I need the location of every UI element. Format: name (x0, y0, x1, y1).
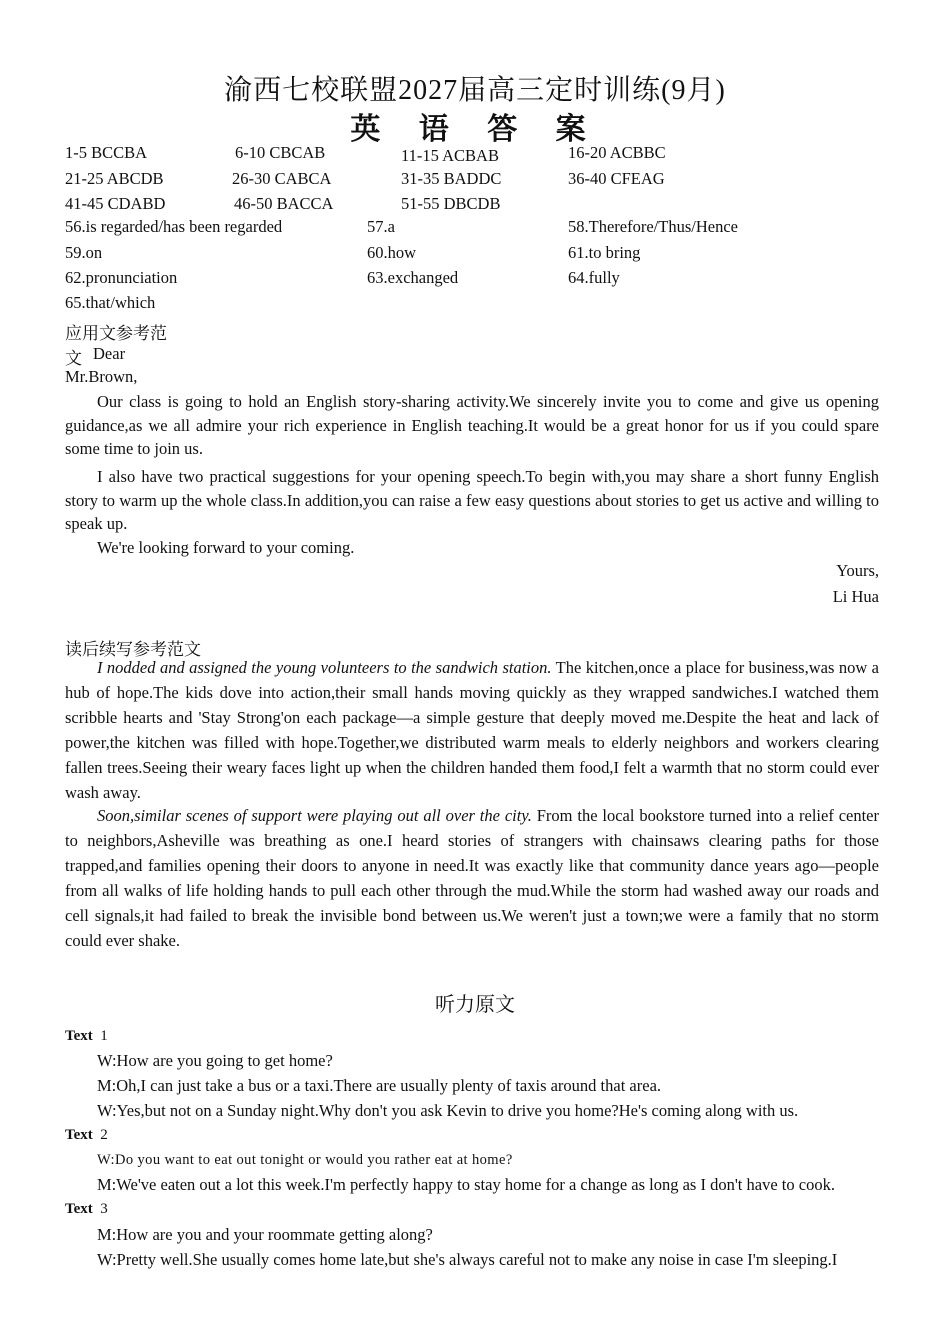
letter-closing: Yours, (836, 561, 879, 580)
text-label: Text 1 (65, 1028, 108, 1044)
answer-range: 26-30 CABCA (232, 169, 332, 188)
listening-heading: 听力原文 (435, 992, 515, 1016)
letter-signature: Li Hua (832, 587, 879, 606)
letter-paragraph: I also have two practical suggestions for your opening speech.To begin with,you may share a short funny English story to warm up the whole class.In addition,you can raise a few easy questions about stories to get us active and willing to speak up. (65, 467, 879, 534)
story-paragraph (65, 656, 879, 805)
story-paragraph (65, 804, 879, 953)
dialogue-line: M:Oh,I can just take a bus or a taxi.There are usually plenty of taxis around that area. (97, 1076, 662, 1095)
answer-range: 41-45 CDABD (65, 194, 166, 213)
story-lead-sentence: Soon,similar scenes of support were playing out all over the city. (97, 806, 532, 825)
fill-answer: 56.is regarded/has been regarded (65, 217, 283, 236)
fill-answer: 60.how (367, 243, 417, 262)
document-title: 渝西七校联盟2027届高三定时训练(9月) (224, 75, 726, 106)
answer-range: 1-5 BCCBA (65, 143, 148, 162)
letter-paragraph: We're looking forward to your coming. (97, 538, 355, 557)
fill-answer: 58.Therefore/Thus/Hence (568, 217, 738, 236)
dialogue-line: W:Do you want to eat out tonight or would you rather eat at home? (97, 1152, 513, 1168)
answer-range: 31-35 BADDC (401, 169, 502, 188)
section-heading: 读后续写参考范文 (65, 640, 201, 660)
fill-answer: 62.pronunciation (65, 268, 178, 287)
fill-answer: 63.exchanged (367, 268, 459, 287)
answer-range: 21-25 ABCDB (65, 169, 164, 188)
text-label: Text 3 (65, 1201, 108, 1217)
dialogue-line: M:We've eaten out a lot this week.I'm perfectly happy to stay home for a change as long as I don't have to cook. (97, 1175, 835, 1194)
answer-range: 16-20 ACBBC (568, 143, 666, 162)
answer-range: 6-10 CBCAB (235, 143, 326, 162)
salutation: Dear (93, 344, 126, 363)
fill-answer: 65.that/which (65, 293, 156, 312)
answer-range: 51-55 DBCDB (401, 194, 501, 213)
answer-range: 11-15 ACBAB (401, 146, 499, 165)
fill-answer: 57.a (367, 217, 395, 236)
story-lead-sentence: I nodded and assigned the young volunteers to the sandwich station. (97, 658, 552, 677)
story-body: The kitchen,once a place for business,was now a hub of hope.The kids dove into action,their small hands moving quickly as they wrapped sandwiches.I watched them scribble hearts and 'Stay Strong'on each package—a simple gesture that deeply moved me.Despite the heat and lack of power,the kitchen was filled with hope.Together,we distributed warm meals to elderly neighbors and workers clearing fallen trees.Seeing their weary faces light up when the children handed them food,I felt a warmth that no storm could ever wash away. (65, 658, 879, 802)
dialogue-line: M:How are you and your roommate getting along? (97, 1225, 433, 1244)
fill-answer: 64.fully (568, 268, 620, 287)
section-heading: 应用文参考范 (65, 324, 167, 344)
dialogue-line: W:Yes,but not on a Sunday night.Why don't you ask Kevin to drive you home?He's coming along with us. (97, 1101, 799, 1120)
dialogue-line: W:How are you going to get home? (97, 1051, 333, 1070)
answer-range: 46-50 BACCA (234, 194, 334, 213)
story-body: From the local bookstore turned into a relief center to neighbors,Asheville was breathing as one.I heard stories of strangers with chainsaws clearing paths for those trapped,and families opening their doors to anyone in need.It was exactly like that community dance years ago—people from all walks of life holding hands to pull each other through the mud.While the storm had washed away our roads and cell signals,it had failed to break the invisible bond between us.We weren't just a town;we were a family that no storm could ever shake. (65, 806, 879, 950)
section-heading-cont: 文 (65, 349, 82, 369)
text-label: Text 2 (65, 1127, 108, 1143)
document-subtitle: 英 语 答 案 (350, 112, 600, 147)
fill-answer: 59.on (65, 243, 103, 262)
dialogue-line: W:Pretty well.She usually comes home late,but she's always careful not to make any noise in case I'm sleeping.I (97, 1250, 838, 1269)
letter-paragraph: Our class is going to hold an English story-sharing activity.We sincerely invite you to come and give us opening guidance,as we all admire your rich experience in English teaching.It would be a great honor for us if you could spare some time to join us. (65, 392, 879, 459)
answer-range: 36-40 CFEAG (568, 169, 665, 188)
fill-answer: 61.to bring (568, 243, 641, 262)
salutation-name: Mr.Brown, (65, 367, 138, 386)
